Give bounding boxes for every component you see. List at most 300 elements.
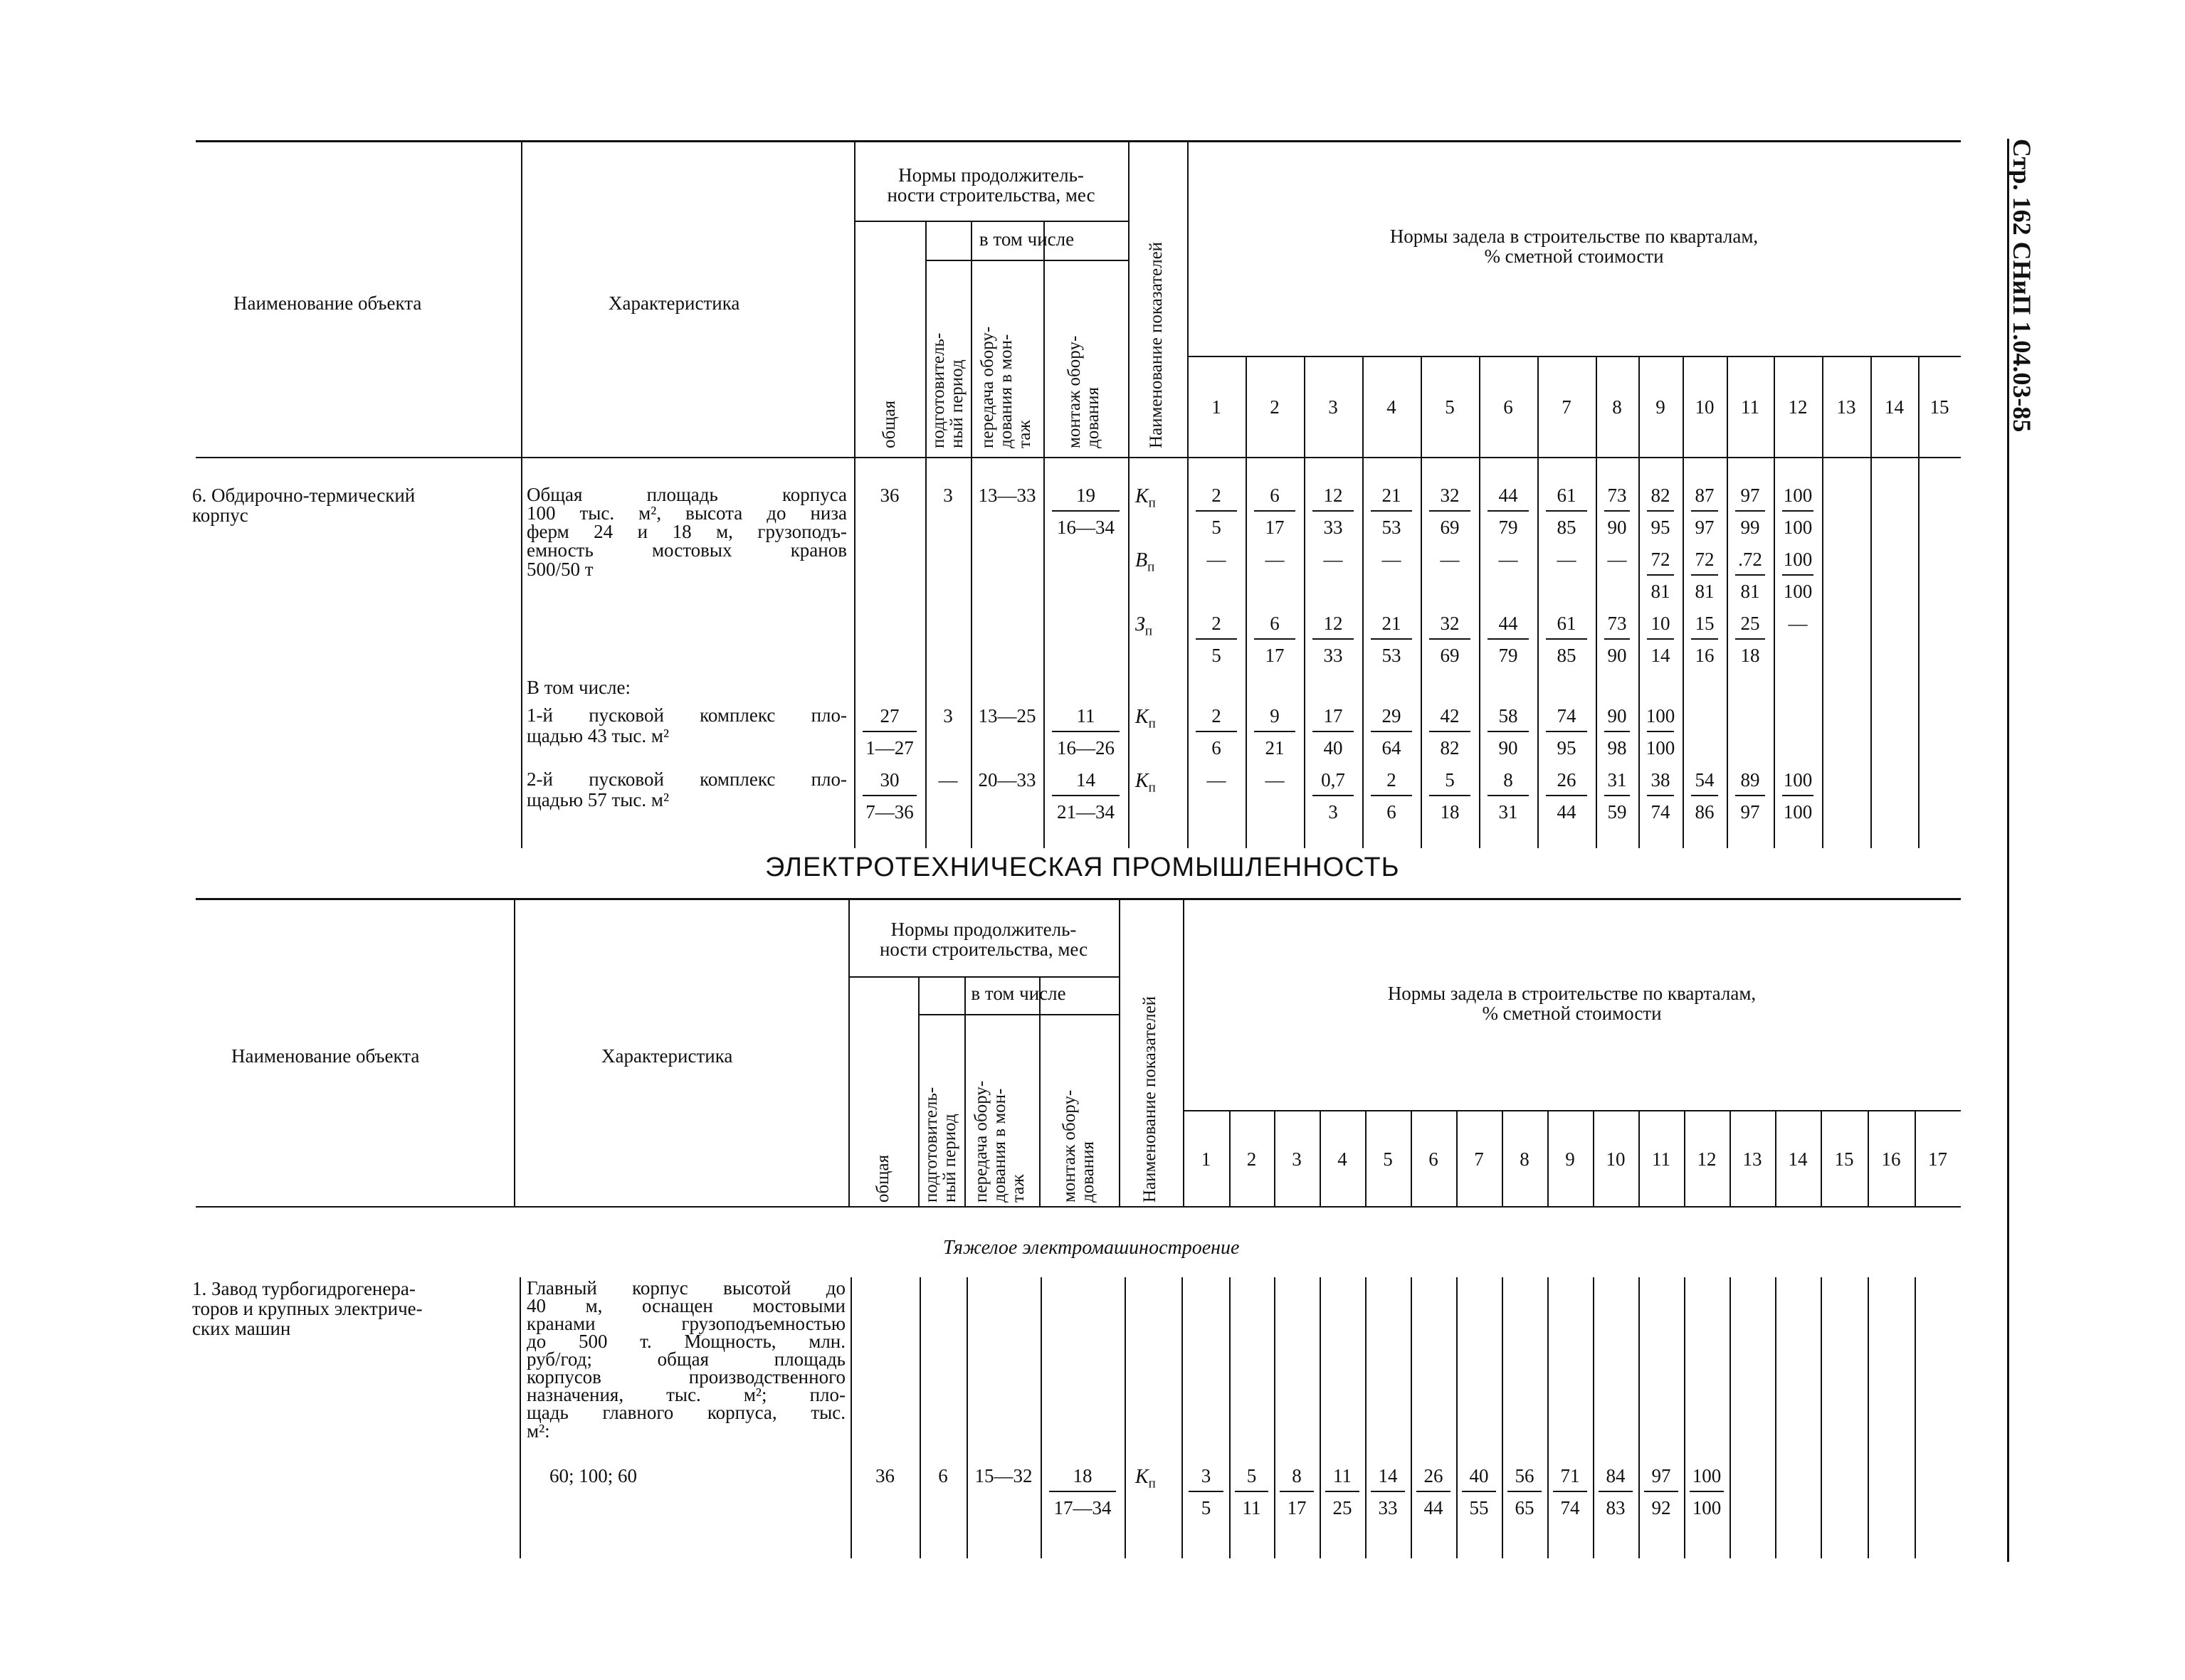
row6-complex1-install-bar xyxy=(1052,731,1120,732)
header-object-name: Наименование объекта xyxy=(231,1045,420,1067)
row6-v-cell-top: — xyxy=(1440,549,1460,570)
row1-k-cell-bar xyxy=(1690,1491,1724,1492)
row6-complex2-cell-bar xyxy=(1488,795,1529,796)
top-body-quarter-vline xyxy=(1870,457,1872,848)
row6-k-cell-top: 61 xyxy=(1557,485,1576,506)
row6-v-cell-top: — xyxy=(1265,549,1285,570)
row1-vline xyxy=(851,1277,852,1558)
row6-complex2-cell-bar xyxy=(1312,795,1354,796)
bottom-quarter-label: 5 xyxy=(1383,1148,1393,1170)
row6-k-cell-top: 82 xyxy=(1650,485,1670,506)
row6-k-cell-bar xyxy=(1254,510,1295,512)
row6-z-cell-bottom: 5 xyxy=(1211,645,1221,666)
row1-k-cell-bottom: 83 xyxy=(1606,1497,1626,1518)
row6-complex1-cell-bar xyxy=(1371,731,1412,732)
row1-k-cell-bottom: 74 xyxy=(1560,1497,1580,1518)
row6-complex2-cell-bar xyxy=(1429,795,1470,796)
subsection-title: Тяжелое электромашиностроение xyxy=(943,1237,1240,1259)
top-quarter-label: 12 xyxy=(1788,396,1808,418)
row6-k-cell-top: 12 xyxy=(1323,485,1343,506)
row6-v-cell-bar xyxy=(1647,574,1674,576)
row6-k-cell-bottom: 33 xyxy=(1323,517,1343,538)
row1-install-bar xyxy=(1049,1491,1116,1492)
row6-complex1-install-bottom: 16—26 xyxy=(1057,737,1115,759)
row6-complex1-l2: щадью 43 тыс. м² xyxy=(527,725,670,746)
row6-v-cell-top: 72 xyxy=(1650,549,1670,570)
row1-k-cell-top: 8 xyxy=(1292,1465,1302,1486)
row6-complex2-cell-bottom: 59 xyxy=(1607,801,1627,823)
section-title: ЭЛЕКТРОТЕХНИЧЕСКАЯ ПРОМЫШЛЕННОСТЬ xyxy=(765,852,1400,882)
row6-complex1-cell-bottom: 21 xyxy=(1265,737,1285,759)
row6-complex2-cell-bottom: 3 xyxy=(1328,801,1338,823)
row6-complex1-total-bottom: 1—27 xyxy=(865,737,914,759)
top-quarter-label: 2 xyxy=(1270,396,1280,418)
row6-complex2-cell-bar xyxy=(1546,795,1587,796)
row6-complex2-cell-top: 89 xyxy=(1740,769,1760,791)
row6-complex2-l2: щадью 57 тыс. м² xyxy=(527,789,670,810)
bottom-vline xyxy=(1119,898,1120,1206)
row6-z-cell-top: 15 xyxy=(1695,613,1715,634)
row6-complex2-cell-top: — xyxy=(1265,769,1285,791)
row6-z-cell-bottom: 79 xyxy=(1498,645,1518,666)
row1-characteristic-line: руб/год; общая площадь xyxy=(527,1348,846,1370)
row1-install-top: 18 xyxy=(1073,1465,1092,1486)
row6-z-cell-bar xyxy=(1488,638,1529,640)
row1-name: 1. Завод турбогидрогенера- торов и крупных электриче- ских машин xyxy=(192,1278,423,1339)
row1-vline xyxy=(920,1277,921,1558)
row1-k-cell-bar xyxy=(1644,1491,1678,1492)
row6-prep: 3 xyxy=(943,485,953,506)
row1-characteristic-line: щадь главного корпуса, тыс. xyxy=(527,1402,846,1423)
header-install: монтаж обору- дования xyxy=(1060,1089,1097,1203)
bottom-quarter-label: 13 xyxy=(1742,1148,1762,1170)
row6-k-cell-top: 32 xyxy=(1440,485,1460,506)
row6-v-indicator: $В_п$ xyxy=(1135,549,1155,575)
row6-v-cell-bar xyxy=(1735,574,1765,576)
row6-v-cell-top: — xyxy=(1206,549,1226,570)
row1-k-cell-bar xyxy=(1416,1491,1450,1492)
row6-k-cell-bottom: 100 xyxy=(1783,517,1813,538)
row6-k-cell-bottom: 17 xyxy=(1265,517,1285,538)
row6-z-cell-top: 10 xyxy=(1650,613,1670,634)
bottom-quarters-rule xyxy=(1183,1110,1961,1111)
bottom-vline xyxy=(1039,976,1041,1206)
header-prep: подготовитель- ный период xyxy=(929,332,967,448)
row6-z-cell-bottom: 16 xyxy=(1695,645,1715,666)
row1-vline xyxy=(967,1277,968,1558)
row6-complex1-cell-bar xyxy=(1196,731,1237,732)
row6-k-cell-bottom: 90 xyxy=(1607,517,1627,538)
bottom-quarter-label: 2 xyxy=(1246,1148,1257,1170)
row1-k-cell-top: 71 xyxy=(1560,1465,1580,1486)
row6-k-cell-top: 73 xyxy=(1607,485,1627,506)
row6-complex2-install-bottom: 21—34 xyxy=(1057,801,1115,823)
header-including: в том числе xyxy=(979,228,1075,250)
row6-complex2-cell-bottom: 97 xyxy=(1740,801,1760,823)
row1-k-cell-bottom: 5 xyxy=(1201,1497,1211,1518)
row1-quarter-vline xyxy=(1868,1277,1869,1558)
row6-k-cell-bottom: 85 xyxy=(1557,517,1576,538)
row6-k-cell-bar xyxy=(1647,510,1674,512)
row6-complex2-total-top: 30 xyxy=(880,769,900,791)
row6-v-cell-top: — xyxy=(1557,549,1576,570)
row6-v-cell-top: — xyxy=(1498,549,1518,570)
row1-k-cell-bar xyxy=(1371,1491,1405,1492)
row6-z-cell-top: 12 xyxy=(1323,613,1343,634)
row6-complex1-cell-bottom: 40 xyxy=(1323,737,1343,759)
bottom-table-top-rule xyxy=(196,898,1961,900)
row6-complex2-k-indicator: $К_п$ xyxy=(1135,770,1156,796)
row6-z-cell-top: 61 xyxy=(1557,613,1576,634)
row6-complex2-cell-bottom: 74 xyxy=(1650,801,1670,823)
row6-complex1-cell-top: 90 xyxy=(1607,705,1627,727)
row6-k-cell-top: 6 xyxy=(1270,485,1280,506)
row6-k-indicator: $К_п$ xyxy=(1135,485,1156,511)
row6-v-cell-bottom: 81 xyxy=(1695,581,1715,602)
row6-v-cell-bottom: 100 xyxy=(1783,581,1813,602)
row6-complex2-cell-top: 31 xyxy=(1607,769,1627,791)
row6-complex2-cell-bottom: 6 xyxy=(1386,801,1396,823)
row6-k-cell-bar xyxy=(1782,510,1813,512)
bottom-quarter-label: 15 xyxy=(1834,1148,1854,1170)
row1-k-cell-bar xyxy=(1280,1491,1314,1492)
row1-characteristic-line: м²: xyxy=(527,1420,550,1442)
top-vline xyxy=(1128,140,1130,848)
row6-k-cell-bottom: 79 xyxy=(1498,517,1518,538)
bottom-quarter-label: 16 xyxy=(1881,1148,1901,1170)
row6-z-cell-top: 21 xyxy=(1381,613,1401,634)
row6-v-cell-top: — xyxy=(1607,549,1627,570)
row6-k-cell-bar xyxy=(1196,510,1237,512)
row6-complex1-l1: 1-й пусковой комплекс пло- xyxy=(527,704,847,726)
top-quarter-label: 3 xyxy=(1328,396,1338,418)
row6-complex1-cell-bottom: 6 xyxy=(1211,737,1221,759)
top-quarter-label: 1 xyxy=(1211,396,1221,418)
top-quarter-label: 10 xyxy=(1695,396,1715,418)
row6-z-cell-bar xyxy=(1546,638,1587,640)
row6-complex2-cell-bar xyxy=(1735,795,1765,796)
row6-complex1-cell-bar xyxy=(1312,731,1354,732)
row6-complex1-cell-top: 17 xyxy=(1323,705,1343,727)
row1-k-cell-bar xyxy=(1189,1491,1223,1492)
row6-z-cell-top: 25 xyxy=(1740,613,1760,634)
bottom-table-header-bottom-rule xyxy=(196,1206,1961,1208)
row6-complex1-install-top: 11 xyxy=(1076,705,1095,727)
row6-complex2-cell-bar xyxy=(1647,795,1674,796)
row6-z-cell-bar xyxy=(1604,638,1630,640)
bottom-quarter-label: 14 xyxy=(1788,1148,1808,1170)
row6-k-cell-bar xyxy=(1604,510,1630,512)
row6-complex1-cell-bar xyxy=(1488,731,1529,732)
row6-z-cell-bar xyxy=(1735,638,1765,640)
row6-complex2-cell-top: 0,7 xyxy=(1321,769,1345,791)
row1-k-cell-bottom: 92 xyxy=(1651,1497,1671,1518)
bottom-vline xyxy=(918,976,920,1206)
row6-complex1-prep: 3 xyxy=(943,705,953,727)
row6-z-cell-bottom: 17 xyxy=(1265,645,1285,666)
top-quarter-label: 6 xyxy=(1503,396,1513,418)
row1-k-cell-bottom: 55 xyxy=(1469,1497,1489,1518)
row6-complex2-cell-bottom: 100 xyxy=(1783,801,1813,823)
row6-k-cell-bar xyxy=(1312,510,1354,512)
row1-k-cell-top: 40 xyxy=(1469,1465,1489,1486)
row6-complex1-cell-bar xyxy=(1546,731,1587,732)
row1-quarter-vline xyxy=(1729,1277,1731,1558)
row1-vline xyxy=(520,1277,521,1558)
top-body-quarter-vline xyxy=(1918,457,1920,848)
row6-k-cell-bar xyxy=(1488,510,1529,512)
side-rule xyxy=(2007,139,2009,1562)
row6-z-cell-top: 2 xyxy=(1211,613,1221,634)
row6-z-cell-bottom: 90 xyxy=(1607,645,1627,666)
row6-complex1-cell-bar xyxy=(1604,731,1630,732)
bottom-quarter-label: 11 xyxy=(1652,1148,1670,1170)
bottom-vline xyxy=(514,898,515,1206)
row1-k-cell-top: 26 xyxy=(1423,1465,1443,1486)
row6-z-cell-bar xyxy=(1691,638,1718,640)
row1-k-cell-bottom: 100 xyxy=(1692,1497,1722,1518)
row6-complex2-install-top: 14 xyxy=(1076,769,1095,791)
header-transfer: передача обору- дования в мон- таж xyxy=(978,326,1034,448)
top-quarter-label: 5 xyxy=(1445,396,1455,418)
row1-quarter-vline xyxy=(1775,1277,1776,1558)
row6-install-bottom: 16—34 xyxy=(1057,517,1115,538)
bottom-quarter-label: 10 xyxy=(1606,1148,1626,1170)
row6-z-cell-bottom: 33 xyxy=(1323,645,1343,666)
row6-k-cell-bar xyxy=(1429,510,1470,512)
row6-complex1-cell-bottom: 82 xyxy=(1440,737,1460,759)
row6-z-cell-bottom: 69 xyxy=(1440,645,1460,666)
row6-complex2-cell-top: 2 xyxy=(1386,769,1396,791)
row1-k-cell-bar xyxy=(1235,1491,1268,1492)
top-quarter-label: 13 xyxy=(1836,396,1856,418)
top-body-quarter-vline xyxy=(1822,457,1823,848)
header-including: в том числе xyxy=(971,983,1066,1004)
row6-complex2-transfer: 20—33 xyxy=(978,769,1036,791)
bottom-quarter-label: 8 xyxy=(1520,1148,1530,1170)
header-install: монтаж обору- дования xyxy=(1065,335,1102,448)
row1-k-cell-bottom: 17 xyxy=(1287,1497,1307,1518)
row6-k-cell-top: 2 xyxy=(1211,485,1221,506)
row6-z-cell-bottom: 85 xyxy=(1557,645,1576,666)
row1-install-bottom: 17—34 xyxy=(1053,1497,1112,1518)
row6-complex2-cell-top: 8 xyxy=(1503,769,1513,791)
row6-z-cell-bar xyxy=(1647,638,1674,640)
row6-complex2-cell-bar xyxy=(1604,795,1630,796)
row6-including-label: В том числе: xyxy=(527,677,631,698)
bottom-quarter-label: 12 xyxy=(1697,1148,1717,1170)
row6-complex2-cell-bottom: 18 xyxy=(1440,801,1460,823)
row6-complex2-cell-top: 54 xyxy=(1695,769,1715,791)
header-prep: подготовитель- ный период xyxy=(922,1087,959,1203)
row1-characteristic-line: до 500 т. Мощность, млн. xyxy=(527,1331,846,1352)
row6-k-cell-bar xyxy=(1691,510,1718,512)
bottom-quarter-label: 1 xyxy=(1201,1148,1211,1170)
row1-k-cell-bar xyxy=(1462,1491,1496,1492)
row6-complex1-transfer: 13—25 xyxy=(978,705,1036,727)
row6-complex2-cell-bar xyxy=(1782,795,1813,796)
row1-characteristic-line: назначения, тыс. м²; пло- xyxy=(527,1384,846,1405)
row1-k-cell-bottom: 25 xyxy=(1332,1497,1352,1518)
header-indicator: Наименование показателей xyxy=(1140,995,1159,1203)
bottom-duration-sub-rule xyxy=(848,976,1119,978)
row6-complex1-cell-bar xyxy=(1429,731,1470,732)
row1-characteristic-line: корпусов производственного xyxy=(527,1366,846,1388)
row6-characteristic-line: ферм 24 и 18 м, грузоподъ- xyxy=(527,521,847,542)
row6-complex2-cell-bar xyxy=(1371,795,1412,796)
row6-complex1-cell-bottom: 95 xyxy=(1557,737,1576,759)
row6-z-cell-bar xyxy=(1196,638,1237,640)
header-indicator: Наименование показателей xyxy=(1147,241,1166,448)
row6-complex2-prep: — xyxy=(938,769,958,791)
row6-complex1-cell-top: 58 xyxy=(1498,705,1518,727)
row6-complex2-cell-bottom: 31 xyxy=(1498,801,1518,823)
row6-complex2-cell-top: 100 xyxy=(1783,769,1813,791)
row1-transfer: 15—32 xyxy=(974,1465,1033,1486)
row1-quarter-vline xyxy=(1821,1277,1822,1558)
header-total: общая xyxy=(873,1154,893,1203)
bottom-quarter-label: 17 xyxy=(1928,1148,1947,1170)
row6-z-indicator: $З_п$ xyxy=(1135,613,1153,639)
row1-k-cell-top: 100 xyxy=(1692,1465,1722,1486)
top-table-header-bottom-rule xyxy=(196,457,1961,458)
row6-complex2-cell-top: 5 xyxy=(1445,769,1455,791)
row6-k-cell-bar xyxy=(1735,510,1765,512)
row1-k-cell-top: 56 xyxy=(1515,1465,1534,1486)
row6-complex1-k-indicator: $К_п$ xyxy=(1135,706,1156,731)
row6-v-cell-top: .72 xyxy=(1738,549,1762,570)
row6-v-cell-top: — xyxy=(1381,549,1401,570)
row1-quarter-vline xyxy=(1915,1277,1916,1558)
row1-k-cell-bar xyxy=(1553,1491,1587,1492)
row6-complex2-total-bottom: 7—36 xyxy=(865,801,914,823)
row1-k-indicator: $К_п$ xyxy=(1135,1466,1156,1491)
row6-z-cell-bar xyxy=(1312,638,1354,640)
row6-k-cell-bottom: 97 xyxy=(1695,517,1715,538)
row6-complex1-cell-bar xyxy=(1647,731,1674,732)
row1-k-cell-top: 84 xyxy=(1606,1465,1626,1486)
row1-prep: 6 xyxy=(938,1465,948,1486)
bottom-quarter-label: 7 xyxy=(1474,1148,1484,1170)
bottom-quarter-label: 4 xyxy=(1337,1148,1347,1170)
row6-characteristic-line: 500/50 т xyxy=(527,559,594,580)
row6-k-cell-top: 87 xyxy=(1695,485,1715,506)
row6-name: 6. Обдирочно-термический корпус xyxy=(192,485,416,526)
row6-z-cell-top: 32 xyxy=(1440,613,1460,634)
top-table-top-rule xyxy=(196,140,1961,142)
row6-v-cell-bar xyxy=(1782,574,1813,576)
row6-complex1-total-top: 27 xyxy=(880,705,900,727)
row6-complex2-cell-top: 38 xyxy=(1650,769,1670,791)
row6-complex2-total-bar xyxy=(863,795,917,796)
row6-complex1-cell-top: 29 xyxy=(1381,705,1401,727)
row6-complex2-cell-top: 26 xyxy=(1557,769,1576,791)
top-quarter-label: 14 xyxy=(1885,396,1904,418)
row6-z-cell-bar xyxy=(1371,638,1412,640)
top-quarter-label: 7 xyxy=(1562,396,1571,418)
bottom-vline xyxy=(964,976,966,1206)
top-quarter-label: 4 xyxy=(1386,396,1396,418)
header-backlog-norms: Нормы задела в строительстве по кварталам, % сметной стоимости xyxy=(1389,226,1759,267)
bottom-including-rule xyxy=(918,1014,1119,1015)
row6-v-cell-bottom: 81 xyxy=(1740,581,1760,602)
row6-k-cell-bar xyxy=(1371,510,1412,512)
header-duration-norms: Нормы продолжитель- ности строительства, мес xyxy=(887,164,1095,206)
row6-z-cell-bottom: 14 xyxy=(1650,645,1670,666)
row6-complex1-cell-bottom: 64 xyxy=(1381,737,1401,759)
header-object-name: Наименование объекта xyxy=(233,292,422,314)
row1-total: 36 xyxy=(875,1465,895,1486)
row6-v-cell-top: 72 xyxy=(1695,549,1715,570)
bottom-quarter-label: 3 xyxy=(1292,1148,1302,1170)
header-duration-norms: Нормы продолжитель- ности строительства, мес xyxy=(879,919,1088,960)
header-characteristic: Характеристика xyxy=(601,1045,733,1067)
row1-vline xyxy=(1125,1277,1126,1558)
row1-k-cell-bottom: 33 xyxy=(1378,1497,1398,1518)
row6-transfer: 13—33 xyxy=(978,485,1036,506)
top-vline xyxy=(521,140,522,848)
row1-k-cell-top: 14 xyxy=(1378,1465,1398,1486)
row6-v-cell-top: — xyxy=(1323,549,1343,570)
row1-k-cell-top: 3 xyxy=(1201,1465,1211,1486)
bottom-quarter-label: 9 xyxy=(1565,1148,1575,1170)
row6-complex1-cell-bottom: 98 xyxy=(1607,737,1627,759)
row6-z-cell-bar xyxy=(1429,638,1470,640)
row1-k-cell-bottom: 65 xyxy=(1515,1497,1534,1518)
row6-z-cell-top: 6 xyxy=(1270,613,1280,634)
row6-complex2-install-bar xyxy=(1052,795,1120,796)
row1-k-cell-top: 97 xyxy=(1651,1465,1671,1486)
row6-complex1-cell-bottom: 100 xyxy=(1646,737,1675,759)
header-backlog-norms: Нормы задела в строительстве по кварталам, % сметной стоимости xyxy=(1387,983,1757,1024)
row6-complex1-cell-top: 100 xyxy=(1646,705,1675,727)
row1-characteristic-line: Главный корпус высотой до xyxy=(527,1277,846,1299)
row1-k-cell-bar xyxy=(1507,1491,1542,1492)
row6-complex1-cell-bottom: 90 xyxy=(1498,737,1518,759)
row6-z-cell-top: — xyxy=(1788,613,1808,634)
row6-characteristic-line: 100 тыс. м², высота до низа xyxy=(527,502,847,524)
row6-z-cell-bar xyxy=(1254,638,1295,640)
row6-k-cell-bottom: 5 xyxy=(1211,517,1221,538)
row6-complex1-cell-top: 2 xyxy=(1211,705,1221,727)
row6-z-cell-top: 44 xyxy=(1498,613,1518,634)
row6-k-cell-bar xyxy=(1546,510,1587,512)
row6-k-cell-bottom: 99 xyxy=(1740,517,1760,538)
row6-complex2-cell-bottom: 44 xyxy=(1557,801,1576,823)
row6-characteristic-line: Общая площадь корпуса xyxy=(527,484,847,505)
row1-k-cell-bar xyxy=(1599,1491,1633,1492)
row6-characteristic-line: емность мостовых кранов xyxy=(527,539,847,561)
row6-complex2-cell-bottom: 86 xyxy=(1695,801,1715,823)
row6-complex1-total-bar xyxy=(863,731,917,732)
header-total: общая xyxy=(880,400,899,448)
row6-k-cell-top: 44 xyxy=(1498,485,1518,506)
row6-complex1-cell-bar xyxy=(1254,731,1295,732)
row6-k-cell-bottom: 53 xyxy=(1381,517,1401,538)
row6-complex1-cell-top: 42 xyxy=(1440,705,1460,727)
top-quarter-label: 9 xyxy=(1655,396,1665,418)
row6-z-cell-top: 73 xyxy=(1607,613,1627,634)
top-including-rule xyxy=(925,260,1128,261)
row6-v-cell-bottom: 81 xyxy=(1650,581,1670,602)
row6-install-bar xyxy=(1052,510,1120,512)
top-vline xyxy=(971,221,972,848)
row6-k-cell-bottom: 69 xyxy=(1440,517,1460,538)
top-quarter-label: 15 xyxy=(1929,396,1949,418)
row6-complex2-l1: 2-й пусковой комплекс пло- xyxy=(527,768,847,790)
row1-k-cell-bottom: 11 xyxy=(1242,1497,1261,1518)
row6-complex2-cell-bar xyxy=(1691,795,1718,796)
